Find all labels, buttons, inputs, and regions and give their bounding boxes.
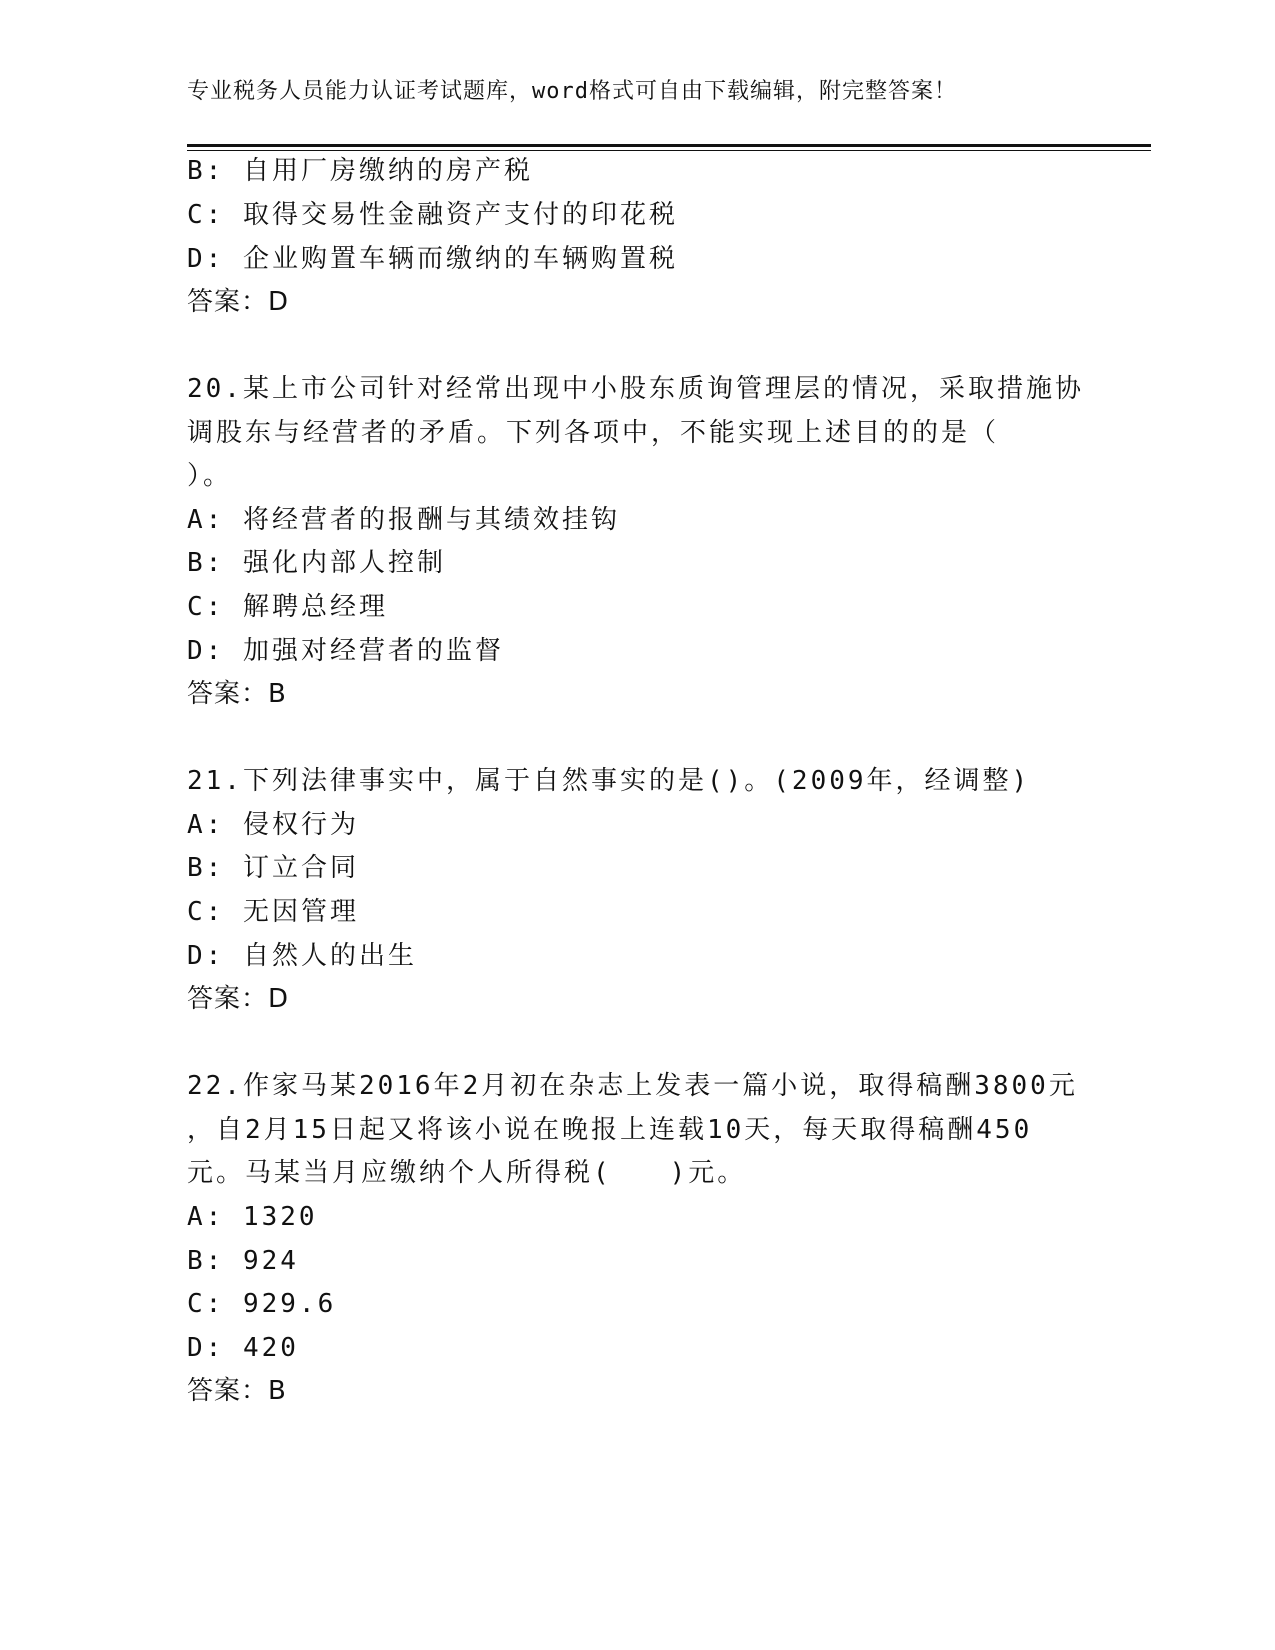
q19-option-c: C: 取得交易性金融资产支付的印花税 xyxy=(187,200,678,230)
q20-option-c: C: 解聘总经理 xyxy=(187,592,388,622)
q21-option-d: D: 自然人的出生 xyxy=(187,941,417,971)
q19-option-b: B: 自用厂房缴纳的房产税 xyxy=(187,156,533,186)
q20-stem-line-1: 20.某上市公司针对经常出现中小股东质询管理层的情况，采取措施协 xyxy=(187,374,1084,404)
q22-option-d: D: 420 xyxy=(187,1333,299,1363)
q20-answer: 答案：B xyxy=(187,679,287,709)
q22-answer: 答案：B xyxy=(187,1376,287,1406)
q22-stem-line-3: 元。马某当月应缴纳个人所得税( )元。 xyxy=(187,1158,747,1188)
q21-option-b: B: 订立合同 xyxy=(187,853,359,883)
q20-option-a: A: 将经营者的报酬与其绩效挂钩 xyxy=(187,505,620,535)
q21-answer: 答案：D xyxy=(187,984,290,1014)
q21-stem-line-1: 21.下列法律事实中，属于自然事实的是()。(2009年，经调整) xyxy=(187,766,1031,796)
document-header: 专业税务人员能力认证考试题库，word格式可自由下载编辑，附完整答案！ xyxy=(187,79,957,104)
q22-option-b: B: 924 xyxy=(187,1246,299,1276)
q20-stem-line-3: ）。 xyxy=(187,461,233,491)
q22-option-a: A: 1320 xyxy=(187,1202,318,1232)
q22-option-c: C: 929.6 xyxy=(187,1289,337,1319)
q19-answer: 答案：D xyxy=(187,287,290,317)
q21-option-a: A: 侵权行为 xyxy=(187,810,359,840)
q19-option-d: D: 企业购置车辆而缴纳的车辆购置税 xyxy=(187,244,678,274)
q20-option-d: D: 加强对经营者的监督 xyxy=(187,636,504,666)
header-rule-thick xyxy=(187,144,1151,147)
q22-stem-line-2: ，自2月15日起又将该小说在晚报上连载10天，每天取得稿酬450 xyxy=(187,1115,1033,1145)
q21-option-c: C: 无因管理 xyxy=(187,897,359,927)
q20-stem-line-2: 调股东与经营者的矛盾。下列各项中，不能实现上述目的的是（ xyxy=(187,418,1000,448)
q22-stem-line-1: 22.作家马某2016年2月初在杂志上发表一篇小说，取得稿酬3800元 xyxy=(187,1071,1078,1101)
header-rule-thin xyxy=(187,150,1151,151)
q20-option-b: B: 强化内部人控制 xyxy=(187,548,446,578)
